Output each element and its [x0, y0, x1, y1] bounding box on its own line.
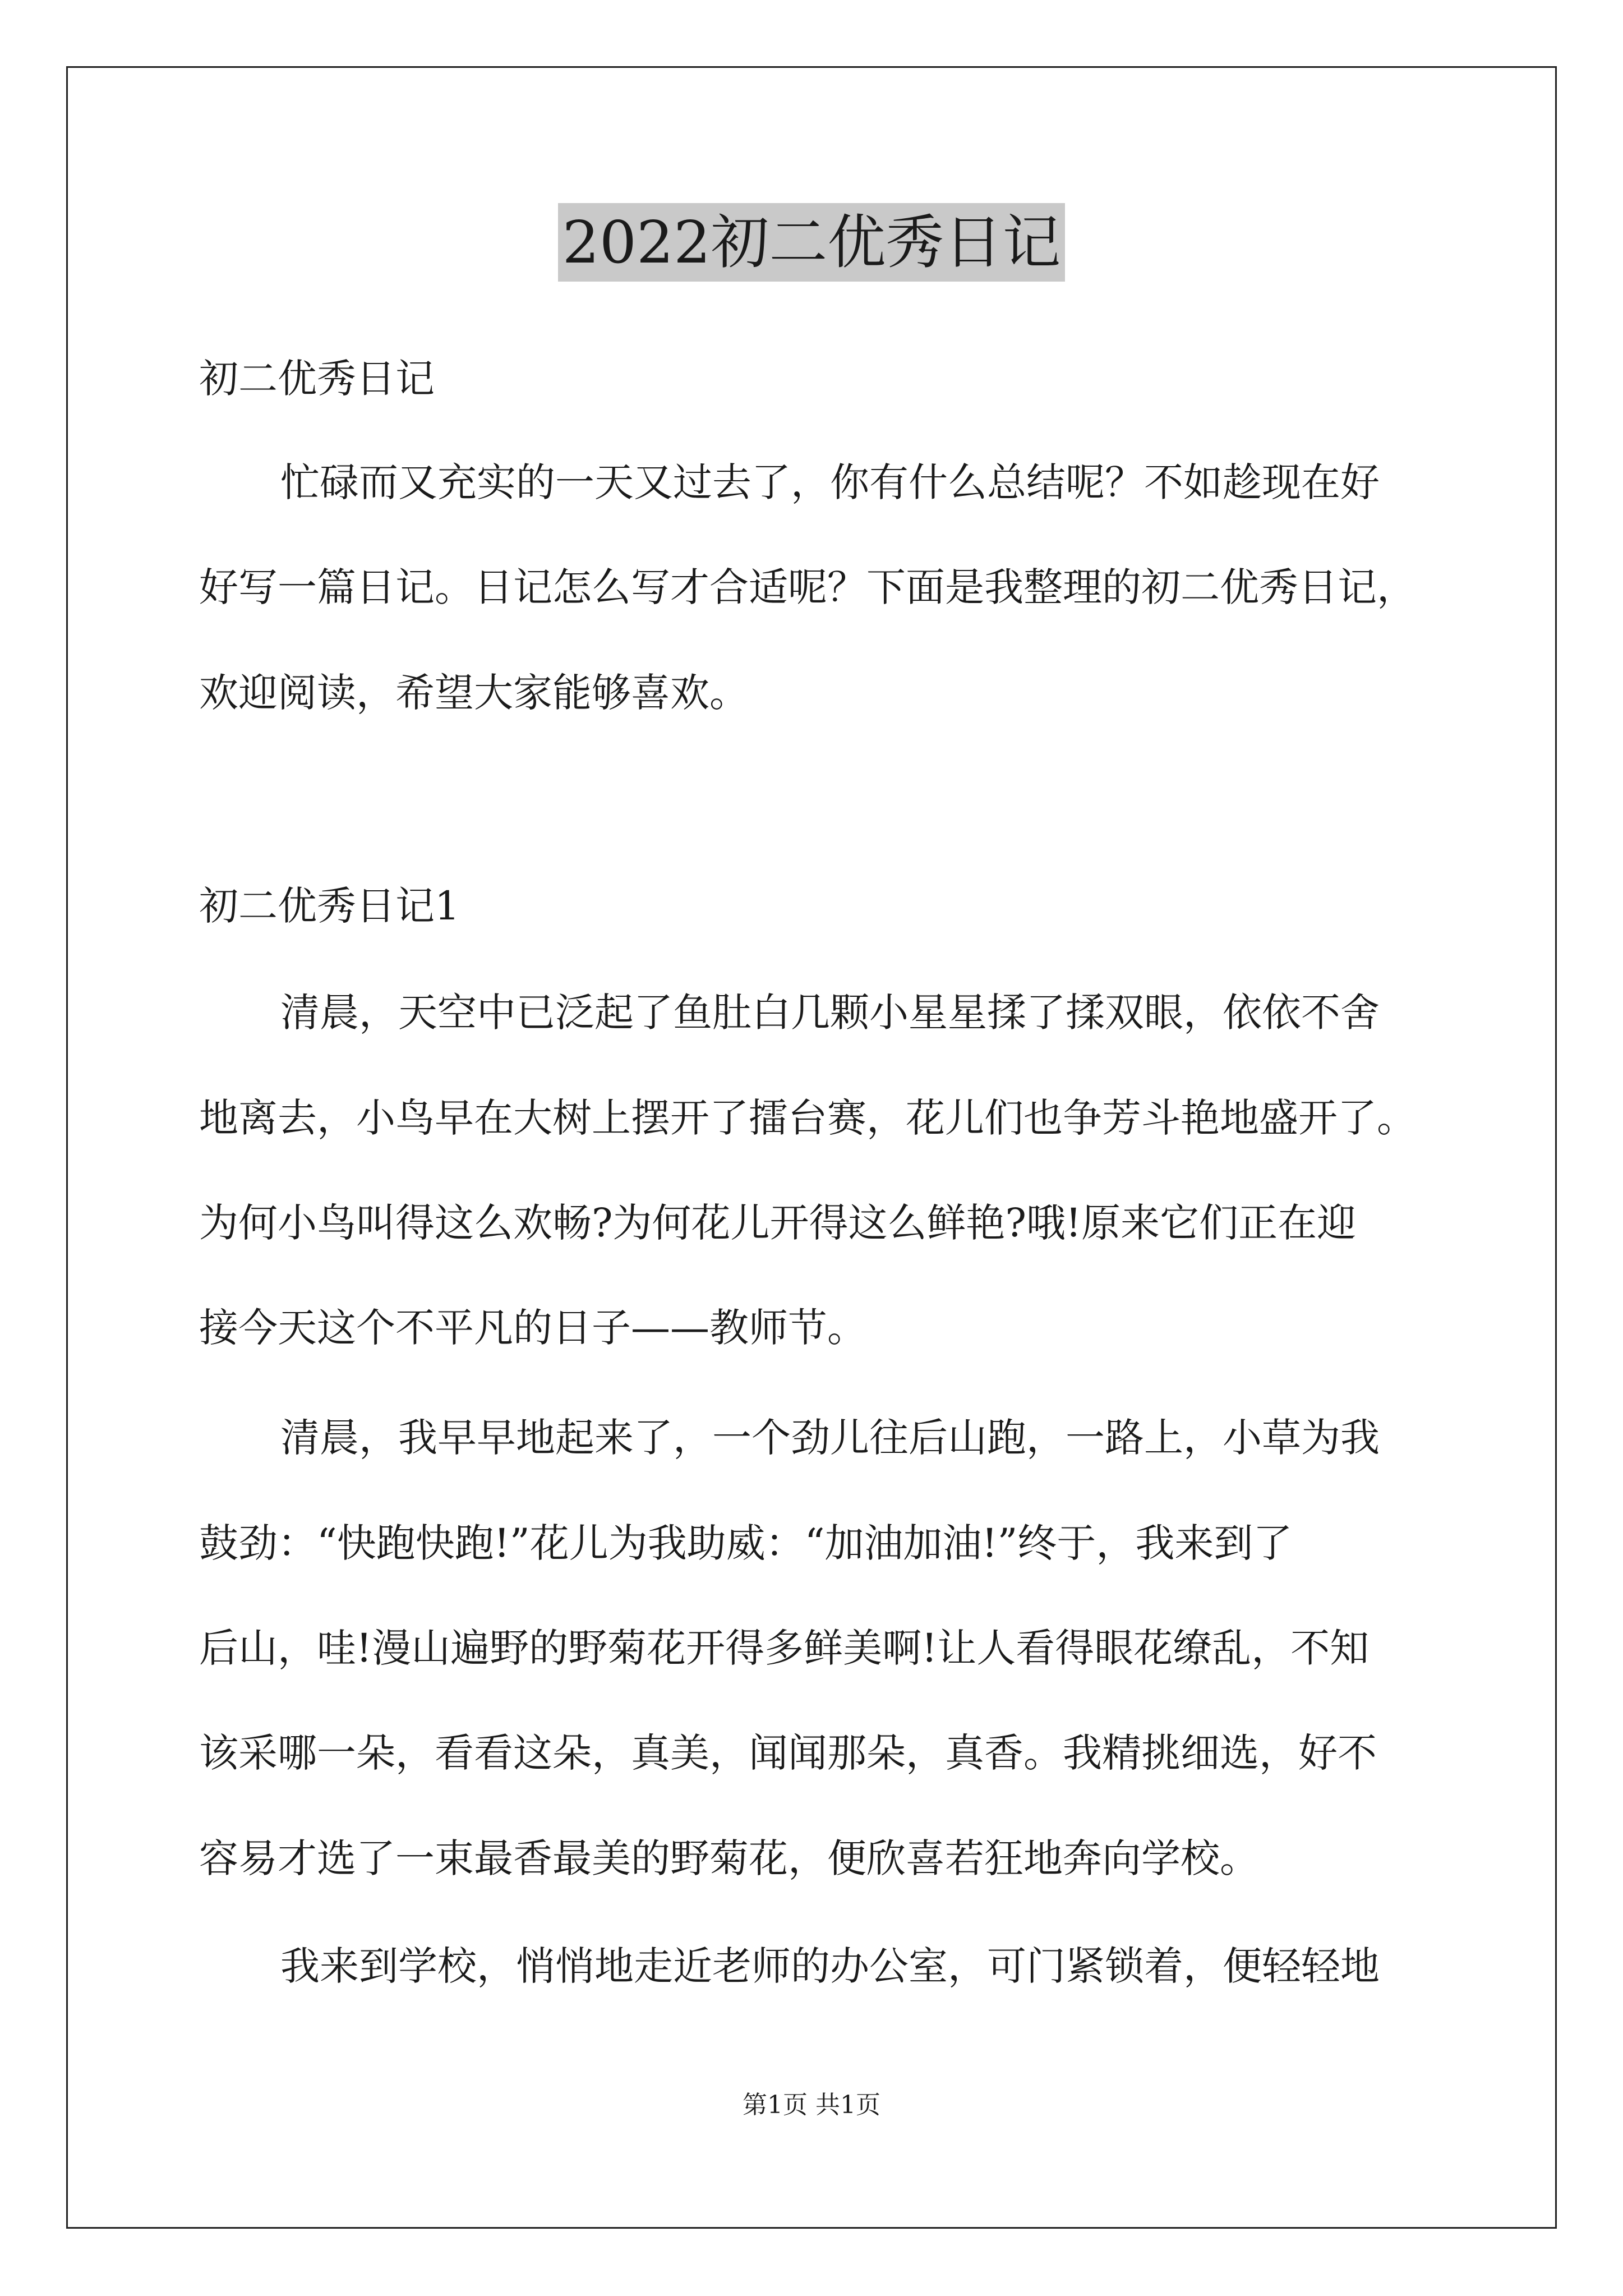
paragraph-1-line-2: 地离去，小鸟早在大树上摆开了擂台赛，花儿们也争芳斗艳地盛开了。 — [199, 1095, 1416, 1141]
paragraph-2-line-1: 清晨，我早早地起来了，一个劲儿往后山跑，一路上，小草为我 — [280, 1415, 1380, 1461]
intro-paragraph-line-2: 好写一篇日记。日记怎么写才合适呢？下面是我整理的初二优秀日记， — [199, 564, 1416, 610]
page-footer: 第1页 共1页 — [743, 2091, 880, 2119]
document-title: 2022初二优秀日记 — [558, 203, 1066, 282]
intro-paragraph-line-3: 欢迎阅读，希望大家能够喜欢。 — [199, 670, 749, 716]
paragraph-2-line-3: 后山，哇!漫山遍野的野菊花开得多鲜美啊!让人看得眼花缭乱，不知 — [199, 1625, 1370, 1671]
paragraph-1-line-1: 清晨，天空中已泛起了鱼肚白几颗小星星揉了揉双眼，依依不舍 — [280, 990, 1380, 1036]
paragraph-1-line-3: 为何小鸟叫得这么欢畅?为何花儿开得这么鲜艳?哦!原来它们正在迎 — [199, 1200, 1357, 1246]
intro-paragraph-line-1: 忙碌而又充实的一天又过去了，你有什么总结呢？不如趁现在好 — [280, 459, 1380, 505]
paragraph-2-line-4: 该采哪一朵，看看这朵，真美，闻闻那朵，真香。我精挑细选，好不 — [199, 1730, 1377, 1776]
document-title-wrapper — [0, 203, 1623, 282]
paragraph-2-line-5: 容易才选了一束最香最美的野菊花，便欣喜若狂地奔向学校。 — [199, 1835, 1259, 1881]
paragraph-1-line-4: 接今天这个不平凡的日子——教师节。 — [199, 1305, 866, 1351]
paragraph-2-line-2: 鼓劲：“快跑快跑!”花儿为我助威：“加油加油!”终于，我来到了 — [199, 1520, 1293, 1566]
paragraph-3-line-1: 我来到学校，悄悄地走近老师的办公室，可门紧锁着，便轻轻地 — [280, 1943, 1380, 1989]
intro-heading: 初二优秀日记 — [199, 356, 435, 402]
section-heading: 初二优秀日记1 — [199, 883, 460, 929]
